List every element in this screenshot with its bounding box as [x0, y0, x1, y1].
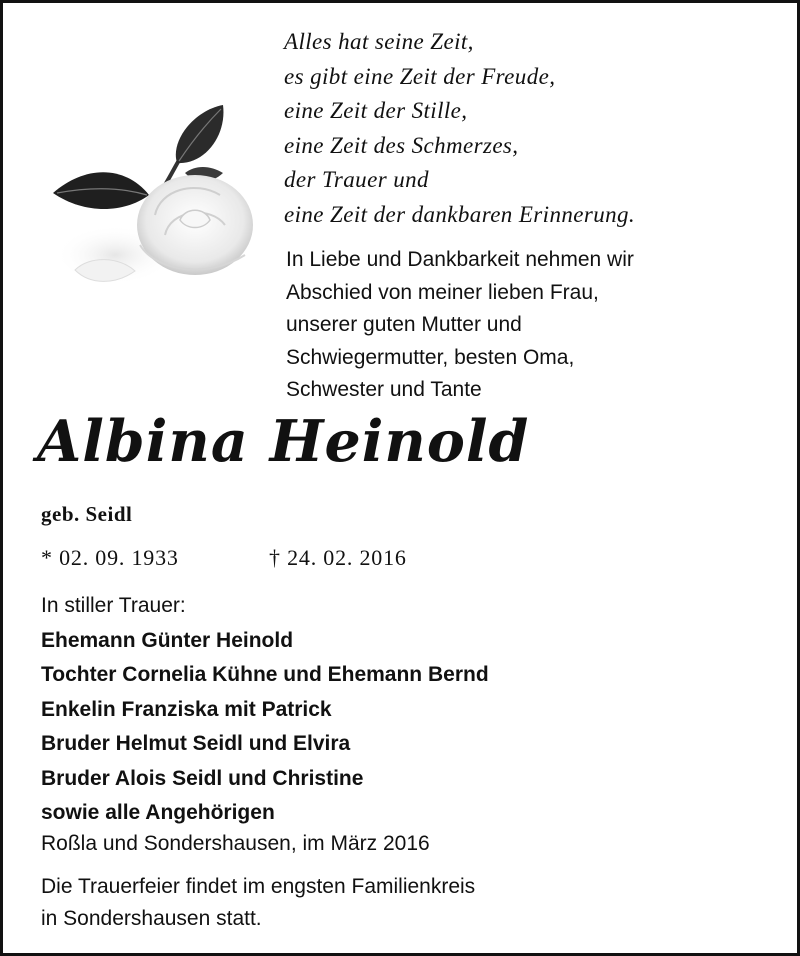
- farewell-line: Abschied von meiner lieben Frau,: [286, 280, 599, 304]
- farewell-line: Schwester und Tante: [286, 378, 482, 402]
- poem-line: es gibt eine Zeit der Freude,: [284, 63, 556, 89]
- death-date: † 24. 02. 2016: [269, 545, 407, 570]
- birth-date: * 02. 09. 1933: [41, 545, 179, 570]
- rose-icon: [45, 95, 255, 295]
- ceremony-line: Die Trauerfeier findet im engsten Familienkreis: [41, 875, 476, 898]
- farewell-line: In Liebe und Dankbarkeit nehmen wir: [286, 248, 634, 271]
- mourner-entry: Bruder Alois Seidl und Christine: [41, 766, 364, 790]
- mourner-entry: Tochter Cornelia Kühne und Ehemann Bernd: [41, 663, 489, 686]
- mourner-entry: Ehemann Günter Heinold: [41, 628, 294, 652]
- farewell-line: Schwiegermutter, besten Oma,: [286, 345, 575, 369]
- ceremony-note: [41, 871, 475, 935]
- poem-line: eine Zeit des Schmerzes,: [284, 132, 519, 158]
- farewell-text: [286, 244, 634, 407]
- mourner-entry: Bruder Helmut Seidl und Elvira: [41, 732, 351, 755]
- mourner-entry: sowie alle Angehörigen: [41, 801, 275, 824]
- poem-line: der Trauer und: [284, 167, 429, 192]
- mourners-list: [41, 589, 489, 831]
- poem-line: eine Zeit der dankbaren Erinnerung.: [284, 201, 636, 227]
- deceased-name: Albina Heinold: [37, 408, 530, 475]
- ceremony-line: in Sondershausen statt.: [41, 907, 262, 930]
- farewell-line: unserer guten Mutter und: [286, 313, 522, 337]
- place-and-date: Roßla und Sondershausen, im März 2016: [41, 832, 430, 855]
- birth-name: geb. Seidl: [41, 502, 133, 526]
- poem-line: Alles hat seine Zeit,: [284, 29, 474, 54]
- poem-line: eine Zeit der Stille,: [284, 98, 468, 123]
- poem: [284, 25, 635, 232]
- mourners-label: In stiller Trauer:: [41, 594, 186, 617]
- mourner-entry: Enkelin Franziska mit Patrick: [41, 697, 332, 721]
- life-dates: [41, 543, 407, 573]
